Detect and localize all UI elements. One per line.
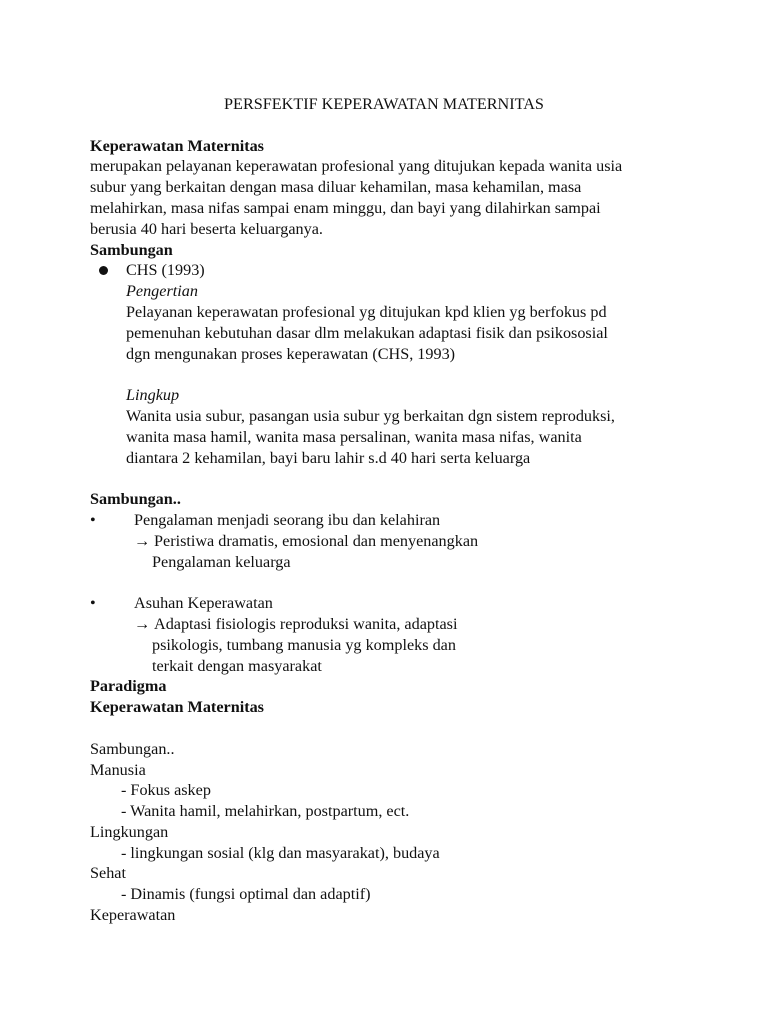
blank-line bbox=[90, 364, 690, 385]
section-heading-sambungan: Sambungan bbox=[90, 240, 173, 259]
blank-line bbox=[90, 468, 690, 489]
bullet-icon: • bbox=[90, 510, 96, 529]
term-item: - lingkungan sosial (klg dan masyarakat), budaya bbox=[121, 843, 440, 862]
term-keperawatan: Keperawatan bbox=[90, 906, 176, 925]
section-heading-paradigma: Paradigma bbox=[90, 677, 167, 696]
bullet-icon: • bbox=[90, 594, 96, 613]
text-line: Sambungan.. bbox=[90, 739, 175, 758]
lingkup-line: diantara 2 kehamilan, bayi baru lahir s.d 40 hari serta keluarga bbox=[126, 448, 531, 467]
arrow-line-text: Peristiwa dramatis, emosional dan menyenangkan bbox=[154, 531, 479, 550]
paragraph-line: berusia 40 hari beserta keluarganya. bbox=[90, 219, 323, 238]
blank-line bbox=[90, 718, 690, 739]
bullet-item-pengalaman bbox=[90, 510, 690, 531]
arrow-line bbox=[90, 614, 690, 635]
continuation-line: terkait dengan masyarakat bbox=[152, 656, 322, 675]
arrow-right-icon: → bbox=[134, 531, 151, 550]
section-heading-keperawatan-maternitas-2: Keperawatan Maternitas bbox=[90, 698, 264, 717]
term-item: - Wanita hamil, melahirkan, postpartum, ect. bbox=[121, 802, 410, 821]
term-manusia: Manusia bbox=[90, 760, 146, 779]
bullet-item-chs bbox=[90, 260, 690, 281]
bullet-label: Asuhan Keperawatan bbox=[134, 594, 273, 613]
subheading-lingkup: Lingkup bbox=[126, 386, 180, 405]
section-heading-sambungan-2: Sambungan.. bbox=[90, 490, 181, 509]
bullet-label: Pengalaman menjadi seorang ibu dan kelahiran bbox=[134, 510, 441, 529]
pengertian-line: Pelayanan keperawatan profesional yg ditujukan kpd klien yg berfokus pd bbox=[126, 302, 607, 321]
paragraph-line: subur yang berkaitan dengan masa diluar kehamilan, masa kehamilan, masa bbox=[90, 178, 582, 197]
lingkup-line: Wanita usia subur, pasangan usia subur yg berkaitan dgn sistem reproduksi, bbox=[126, 406, 615, 425]
term-sehat: Sehat bbox=[90, 864, 126, 883]
bullet-label: CHS (1993) bbox=[126, 261, 205, 280]
bullet-item-asuhan bbox=[90, 593, 690, 614]
lingkup-line: wanita masa hamil, wanita masa persalinan, wanita masa nifas, wanita bbox=[126, 427, 582, 446]
blank-line bbox=[90, 572, 690, 593]
arrow-right-icon: → bbox=[134, 614, 151, 633]
document-body bbox=[90, 94, 690, 926]
arrow-line-text: Adaptasi fisiologis reproduksi wanita, adaptasi bbox=[154, 614, 458, 633]
pengertian-line: dgn mengunakan proses keperawatan (CHS, 1993) bbox=[126, 344, 456, 363]
pengertian-line: pemenuhan kebutuhan dasar dlm melakukan adaptasi fisik dan psikososial bbox=[126, 323, 608, 342]
blank-line bbox=[90, 115, 690, 136]
arrow-line bbox=[90, 531, 690, 552]
term-lingkungan: Lingkungan bbox=[90, 822, 169, 841]
page-title: PERSFEKTIF KEPERAWATAN MATERNITAS bbox=[224, 95, 544, 113]
paragraph-line: merupakan pelayanan keperawatan profesional yang ditujukan kepada wanita usia bbox=[90, 157, 623, 176]
term-item: - Dinamis (fungsi optimal dan adaptif) bbox=[121, 885, 371, 904]
section-heading-keperawatan-maternitas: Keperawatan Maternitas bbox=[90, 136, 264, 155]
continuation-line: psikologis, tumbang manusia yg kompleks dan bbox=[152, 635, 456, 654]
term-item: - Fokus askep bbox=[121, 781, 211, 800]
paragraph-line: melahirkan, masa nifas sampai enam minggu, dan bayi yang dilahirkan sampai bbox=[90, 198, 601, 217]
subheading-pengertian: Pengertian bbox=[126, 282, 198, 301]
continuation-line: Pengalaman keluarga bbox=[152, 552, 291, 571]
